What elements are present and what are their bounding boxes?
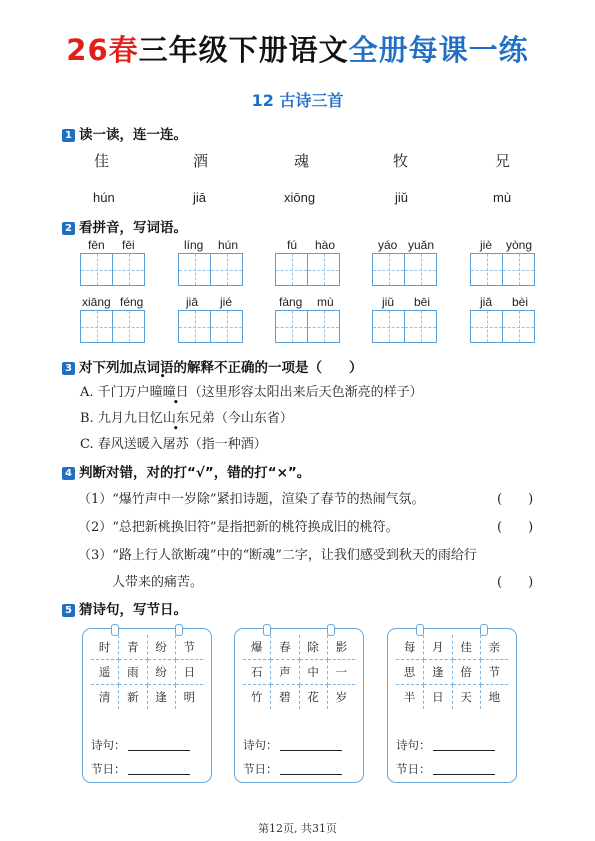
grid-char: 日 — [175, 660, 203, 685]
grid-char: 花 — [299, 685, 327, 710]
q4-text: 判断对错，对的打“√”，错的打“×”。 — [79, 465, 311, 481]
grid-char: 影 — [327, 635, 355, 660]
q2-number: 2 — [62, 222, 75, 235]
q3-option-b[interactable] — [80, 407, 293, 426]
q3-option-c[interactable] — [80, 433, 267, 452]
title-red: 26春 — [66, 33, 139, 67]
lesson-title: 12 古诗三首 — [251, 91, 344, 110]
writing-cell[interactable] — [275, 310, 308, 343]
writing-cell[interactable] — [404, 310, 437, 343]
writing-cell[interactable] — [502, 253, 535, 286]
verse-label: 诗句： — [396, 738, 431, 752]
option-text: C. 春风送暖入 — [80, 437, 163, 452]
box-pinyin: jié — [220, 295, 233, 309]
box-pinyin: jiā — [480, 295, 493, 309]
dotted-word — [163, 433, 189, 452]
festival-field[interactable] — [243, 761, 342, 777]
writing-cell[interactable] — [112, 310, 145, 343]
grid-char: 遥 — [91, 660, 119, 685]
q4-header — [62, 461, 310, 481]
q1-pinyin: jiǔ — [395, 190, 409, 205]
grid-char: 新 — [119, 685, 147, 710]
grid-char: 每 — [396, 635, 424, 660]
box-pinyin: líng — [184, 238, 204, 252]
grid-char: 雨 — [119, 660, 147, 685]
q1-number: 1 — [62, 129, 75, 142]
q2-text: 看拼音，写词语。 — [79, 220, 187, 236]
option-text: 兄弟（今山东省） — [188, 411, 293, 426]
q1-char: 佳 — [94, 152, 110, 170]
box-pinyin: hào — [315, 238, 336, 252]
grid-char: 逢 — [424, 660, 452, 685]
box-pinyin: hún — [218, 238, 239, 252]
title-black: 三年级下册语文 — [138, 33, 349, 67]
grid-char: 日 — [424, 685, 452, 710]
grid-char: 青 — [119, 635, 147, 660]
grid-char: 佳 — [452, 635, 480, 660]
answer-line[interactable] — [433, 774, 495, 775]
answer-line[interactable] — [128, 774, 190, 775]
box-pinyin: fēn — [88, 238, 105, 252]
answer-paren[interactable]: ( ) — [497, 520, 534, 535]
q1-header — [62, 123, 187, 143]
grid-char: 节 — [175, 635, 203, 660]
dotted-word-text: 屠苏 — [162, 437, 189, 452]
q5-header — [62, 598, 187, 618]
option-text: （指一种酒） — [188, 437, 267, 452]
festival-field[interactable] — [396, 761, 495, 777]
q2-header — [62, 216, 187, 236]
writing-cell[interactable] — [178, 253, 211, 286]
q3-text: 对下列加点词语的解释不正确的一项是（ ） — [79, 360, 363, 376]
grid-char: 天 — [452, 685, 480, 710]
writing-cell[interactable] — [210, 310, 243, 343]
verse-label: 诗句： — [243, 738, 278, 752]
grid-char: 时 — [91, 635, 119, 660]
option-text: B. 九月九日忆 — [80, 411, 163, 426]
q4-item: （3）“路上行人欲断魂”中的“断魂”二字，让我们感受到秋天的雨给行 — [78, 548, 477, 563]
grid-char: 亲 — [480, 635, 508, 660]
dotted-word-text: 山东 — [162, 411, 189, 426]
q1-char: 牧 — [393, 152, 409, 170]
box-pinyin: yuǎn — [408, 238, 435, 252]
writing-cell[interactable] — [404, 253, 437, 286]
q1-pinyin: hún — [93, 190, 115, 205]
box-pinyin: xiāng — [82, 295, 111, 309]
char-grid — [91, 635, 203, 709]
box-pinyin: fēi — [122, 238, 135, 252]
box-pinyin: jiè — [480, 238, 493, 252]
festival-field[interactable] — [91, 761, 190, 777]
box-pinyin: yòng — [506, 238, 533, 252]
writing-cell[interactable] — [210, 253, 243, 286]
writing-cell[interactable] — [112, 253, 145, 286]
writing-cell[interactable] — [178, 310, 211, 343]
verse-field[interactable] — [243, 737, 342, 753]
festival-label: 节日： — [396, 762, 431, 776]
box-pinyin: fàng — [279, 295, 303, 309]
answer-line[interactable] — [280, 774, 342, 775]
dotted-word-text: 曈曈 — [149, 385, 176, 400]
q4-item: （1）“爆竹声中一岁除”紧扣诗题，渲染了春节的热闹气氛。 — [78, 492, 425, 507]
verse-field[interactable] — [396, 737, 495, 753]
q1-pinyin: jiā — [193, 190, 207, 205]
q3-header — [62, 356, 363, 376]
answer-line[interactable] — [280, 750, 342, 751]
q4-number: 4 — [62, 467, 75, 480]
grid-char: 爆 — [243, 635, 271, 660]
box-pinyin: bèi — [512, 295, 529, 309]
char-grid — [396, 635, 508, 709]
q5-number: 5 — [62, 604, 75, 617]
writing-cell[interactable] — [470, 310, 503, 343]
char-grid — [243, 635, 355, 709]
answer-paren[interactable]: ( ) — [497, 575, 534, 590]
grid-char: 碧 — [271, 685, 299, 710]
q4-item-cont: 人带来的痛苦。 — [112, 575, 204, 590]
q1-pinyin: xiōng — [284, 190, 316, 205]
box-pinyin: jiā — [186, 295, 199, 309]
grid-char: 地 — [480, 685, 508, 710]
grid-char: 节 — [480, 660, 508, 685]
verse-field[interactable] — [91, 737, 190, 753]
writing-cell[interactable] — [372, 253, 405, 286]
grid-char: 清 — [91, 685, 119, 710]
box-pinyin: féng — [120, 295, 144, 309]
grid-char: 中 — [299, 660, 327, 685]
box-pinyin: jiǔ — [382, 295, 395, 309]
grid-char: 逢 — [147, 685, 175, 710]
writing-cell[interactable] — [372, 310, 405, 343]
box-pinyin: yáo — [378, 238, 398, 252]
festival-label: 节日： — [91, 762, 126, 776]
festival-label: 节日： — [243, 762, 278, 776]
writing-cell[interactable] — [80, 310, 113, 343]
page-footer: 第12页, 共31页 — [258, 822, 337, 835]
writing-cell[interactable] — [470, 253, 503, 286]
q1-char: 魂 — [294, 152, 310, 170]
title-blue: 全册每课一练 — [348, 33, 529, 67]
q1-pinyin: mù — [493, 190, 512, 205]
poem-card — [387, 628, 517, 783]
q1-text: 读一读，连一连。 — [79, 127, 187, 143]
grid-char: 倍 — [452, 660, 480, 685]
grid-char: 纷 — [147, 660, 175, 685]
writing-cell[interactable] — [502, 310, 535, 343]
writing-cell[interactable] — [307, 253, 340, 286]
q1-char: 酒 — [193, 152, 209, 170]
poem-card — [234, 628, 364, 783]
answer-line[interactable] — [433, 750, 495, 751]
grid-char: 明 — [175, 685, 203, 710]
writing-cell[interactable] — [80, 253, 113, 286]
answer-line[interactable] — [128, 750, 190, 751]
poem-card — [82, 628, 212, 783]
page-title — [0, 28, 595, 69]
option-text: 日（这里形容太阳出来后天色渐亮的样子） — [175, 385, 423, 400]
q4-item: （2）“总把新桃换旧符”是指把新的桃符换成旧的桃符。 — [78, 520, 399, 535]
grid-char: 声 — [271, 660, 299, 685]
box-pinyin: mù — [317, 295, 334, 309]
box-pinyin: bēi — [414, 295, 431, 309]
q5-text: 猜诗句，写节日。 — [79, 602, 187, 618]
grid-char: 纷 — [147, 635, 175, 660]
grid-char: 岁 — [327, 685, 355, 710]
grid-char: 石 — [243, 660, 271, 685]
grid-char: 月 — [424, 635, 452, 660]
grid-char: 春 — [271, 635, 299, 660]
grid-char: 一 — [327, 660, 355, 685]
grid-char: 半 — [396, 685, 424, 710]
grid-char: 除 — [299, 635, 327, 660]
q3-option-a[interactable] — [80, 381, 423, 400]
writing-cell[interactable] — [307, 310, 340, 343]
writing-cell[interactable] — [275, 253, 308, 286]
grid-char: 思 — [396, 660, 424, 685]
q1-char: 兄 — [495, 152, 511, 170]
q3-number: 3 — [62, 362, 75, 375]
answer-paren[interactable]: ( ) — [497, 492, 534, 507]
option-text: A. 千门万户 — [80, 385, 150, 400]
grid-char: 竹 — [243, 685, 271, 710]
box-pinyin: fú — [287, 238, 298, 252]
verse-label: 诗句： — [91, 738, 126, 752]
